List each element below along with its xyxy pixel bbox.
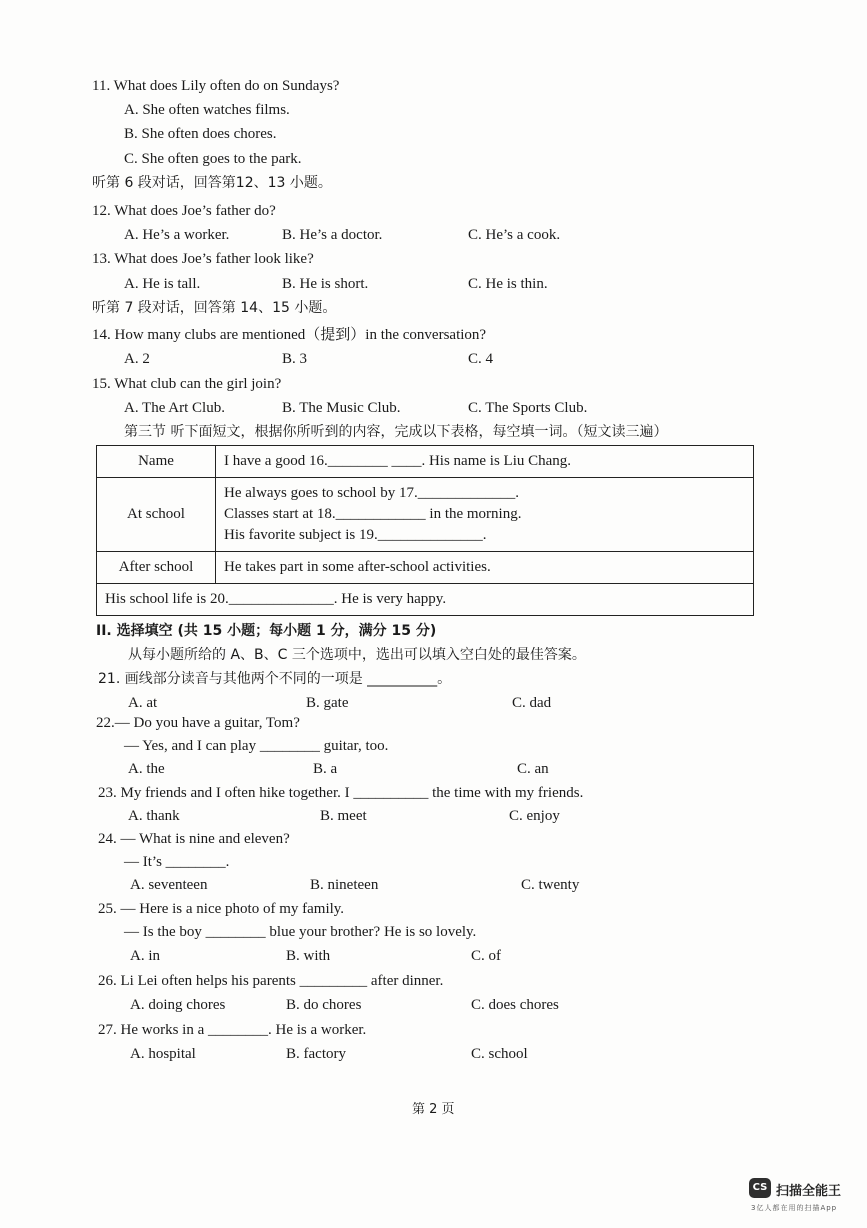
question-27: 27. He works in a ________. He is a worker. [98,1022,367,1038]
option-25c: C. of [471,948,501,964]
option-26a: A. doing chores [130,997,226,1013]
option-21c: C. dad [512,695,552,711]
question-24-reply: — It’s ________. [124,854,230,870]
section-6-instruction: 听第 6 段对话，回答第12、13 小题。 [92,175,332,191]
option-27b: B. factory [286,1046,346,1062]
part-2-instruction: 从每小题所给的 A、B、C 三个选项中，选出可以填入空白处的最佳答案。 [128,647,586,663]
watermark-brand: 扫描全能王 [776,1184,842,1199]
option-13a: A. He is tall. [124,276,201,292]
page-number: 第 2 页 [412,1102,455,1117]
option-15b: B. The Music Club. [282,400,401,416]
question-22: 22.— Do you have a guitar, Tom? [96,715,300,731]
watermark-tagline: 3亿人都在用的扫描App [751,1204,838,1212]
option-26c: C. does chores [471,997,559,1013]
option-11a: A. She often watches films. [124,102,290,118]
option-13b: B. He is short. [282,276,369,292]
option-22a: A. the [128,761,165,777]
option-25b: B. with [286,948,331,964]
table-label-school: At school [97,478,216,552]
option-15c: C. The Sports Club. [468,400,588,416]
option-23b: B. meet [320,808,367,824]
section-7-instruction: 听第 7 段对话，回答第 14、15 小题。 [92,300,337,316]
table-label-name: Name [97,446,216,478]
part-2-heading: II. 选择填空 (共 15 小题；每小题 1 分，满分 15 分) [96,623,437,639]
camscanner-logo-icon: CS [749,1178,771,1198]
option-25a: A. in [130,948,160,964]
option-22c: C. an [517,761,549,777]
table-cell-school [216,478,754,552]
option-12c: C. He’s a cook. [468,227,561,243]
option-23a: A. thank [128,808,180,824]
table-school-line-1: He always goes to school by 17._____________. [224,485,519,501]
question-13: 13. What does Joe’s father look like? [92,251,314,267]
option-24c: C. twenty [521,877,580,893]
option-21b: B. gate [306,695,349,711]
question-26: 26. Li Lei often helps his parents _________ after dinner. [98,973,444,989]
question-25-reply: — Is the boy ________ blue your brother? He is so lovely. [124,924,477,940]
option-14c: C. 4 [468,351,494,367]
fill-in-table [96,445,754,616]
question-21: 21. 画线部分读音与其他两个不同的一项是 __________。 [98,671,452,687]
option-15a: A. The Art Club. [124,400,225,416]
option-11c: C. She often goes to the park. [124,151,302,167]
option-24b: B. nineteen [310,877,379,893]
question-24: 24. — What is nine and eleven? [98,831,290,847]
option-27c: C. school [471,1046,528,1062]
table-label-after-school: After school [97,552,216,584]
table-school-line-2: Classes start at 18.____________ in the morning. [224,506,522,522]
question-23: 23. My friends and I often hike together. I __________ the time with my friends. [98,785,584,801]
option-14b: B. 3 [282,351,308,367]
option-27a: A. hospital [130,1046,196,1062]
option-13c: C. He is thin. [468,276,548,292]
table-cell-after-school: He takes part in some after-school activities. [216,552,754,584]
table-cell-school-life: His school life is 20.______________. He is very happy. [97,584,754,616]
question-14: 14. How many clubs are mentioned（提到）in the conversation? [92,327,487,343]
question-15: 15. What club can the girl join? [92,376,282,392]
question-22-reply: — Yes, and I can play ________ guitar, too. [124,738,389,754]
question-25: 25. — Here is a nice photo of my family. [98,901,345,917]
option-23c: C. enjoy [509,808,560,824]
option-22b: B. a [313,761,338,777]
option-24a: A. seventeen [130,877,208,893]
table-cell-name: I have a good 16.________ ____. His name is Liu Chang. [216,446,754,478]
option-26b: B. do chores [286,997,362,1013]
question-12: 12. What does Joe’s father do? [92,203,276,219]
option-12b: B. He’s a doctor. [282,227,383,243]
option-21a: A. at [128,695,158,711]
option-12a: A. He’s a worker. [124,227,230,243]
table-school-line-3: His favorite subject is 19.______________. [224,527,487,543]
option-14a: A. 2 [124,351,150,367]
question-11: 11. What does Lily often do on Sundays? [92,78,340,94]
option-11b: B. She often does chores. [124,126,277,142]
section-3-instruction: 第三节 听下面短文，根据你所听到的内容，完成以下表格，每空填一词。（短文读三遍） [124,424,668,440]
